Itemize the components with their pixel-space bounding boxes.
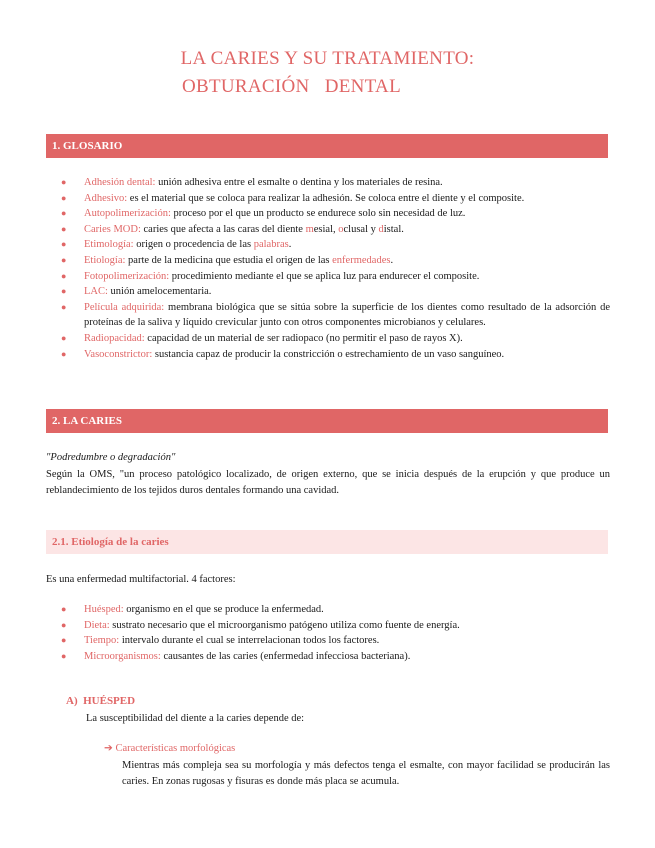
document-title-line1: LA CARIES Y SU TRATAMIENTO: bbox=[180, 48, 475, 69]
subsection-heading-etiologia: 2.1. Etiología de la caries bbox=[46, 530, 608, 554]
document-title-line2: OBTURACIÓN DENTAL bbox=[182, 76, 401, 97]
list-item: ● Autopolimerización: proceso por el que un producto se endurece solo sin necesidad de luz. bbox=[46, 206, 610, 222]
list-item: ● Radiopacidad: capacidad de un material de ser radiopaco (no permitir el paso de rayos X). bbox=[46, 331, 610, 347]
caries-quote: "Podredumbre o degradación" bbox=[46, 452, 176, 463]
list-item: ● Tiempo: intervalo durante el cual se interrelacionan todos los factores. bbox=[46, 633, 610, 649]
list-item: ● Película adquirida: membrana biológica que se sitúa sobre la superficie de los dientes como resultado de la adsorción de proteínas de la saliva y líquido crevicular junto con otros componentes microbianos y celulares. bbox=[61, 301, 610, 329]
list-item: ● Adhesivo: es el material que se coloca para realizar la adhesión. Se coloca entre el diente y el composite. bbox=[46, 191, 610, 207]
bullet-icon: ● bbox=[61, 192, 67, 203]
list-item: ● Fotopolimerización: procedimiento mediante el que se aplica luz para endurecer el composite. bbox=[46, 269, 610, 285]
list-item: ● Caries MOD: caries que afecta a las caras del diente mesial, oclusal y distal. bbox=[46, 222, 610, 238]
arrow-right-icon: ➔ bbox=[104, 743, 113, 754]
morfologia-text: Mientras más compleja sea su morfología y más defectos tenga el esmalte, con mayor facilidad se producirán las caries. En zonas rugosas y fisuras es donde más placa se acumula. bbox=[122, 760, 610, 787]
list-item: ● Huésped: organismo en el que se produce la enfermedad. bbox=[46, 602, 610, 618]
list-item: ● LAC: unión amelocementaria. bbox=[46, 284, 610, 300]
bullet-icon: ● bbox=[61, 650, 67, 661]
etiologia-intro: Es una enfermedad multifactorial. 4 factores: bbox=[46, 574, 236, 585]
section-heading-caries: 2. LA CARIES bbox=[46, 409, 608, 433]
list-item: ● Dieta: sustrato necesario que el microorganismo patógeno utiliza como fuente de energía. bbox=[46, 618, 610, 634]
bullet-icon: ● bbox=[61, 177, 67, 187]
bullet-icon: ● bbox=[61, 286, 67, 297]
factors-list bbox=[46, 602, 610, 664]
huesped-intro: La susceptibilidad del diente a la caries depende de: bbox=[86, 713, 305, 724]
bullet-icon: ● bbox=[61, 348, 67, 359]
bullet-icon: ● bbox=[61, 254, 67, 265]
bullet-icon: ● bbox=[61, 332, 67, 343]
list-item: ● Etiología: parte de la medicina que estudia el origen de las enfermedades. bbox=[46, 253, 610, 269]
bullet-icon: ● bbox=[61, 301, 67, 312]
bullet-icon: ● bbox=[61, 619, 67, 630]
list-item: ● Adhesión dental: unión adhesiva entre el esmalte o dentina y los materiales de resina. bbox=[46, 175, 610, 191]
heading-huesped: A) HUÉSPED bbox=[66, 695, 136, 707]
bullet-icon: ● bbox=[61, 223, 67, 234]
bullet-icon: ● bbox=[61, 270, 67, 281]
bullet-icon: ● bbox=[61, 635, 67, 646]
list-item: ● Etimología: origen o procedencia de las palabras. bbox=[46, 237, 610, 253]
caries-definition: Según la OMS, "un proceso patológico localizado, de origen externo, que se inicia después de la erupción y que produce un reblandecimiento de los tejidos duros dentales formando una cavidad. bbox=[46, 469, 610, 496]
glossary-list bbox=[46, 175, 610, 362]
bullet-icon: ● bbox=[61, 208, 67, 219]
section-heading-glosario: 1. GLOSARIO bbox=[46, 134, 608, 158]
sub-heading-morfologia: ➔ Características morfológicas bbox=[104, 743, 236, 754]
bullet-icon: ● bbox=[61, 239, 67, 250]
list-item: ● Microorganismos: causantes de las caries (enfermedad infecciosa bacteriana). bbox=[46, 649, 610, 665]
list-item: ● Vasoconstrictor: sustancia capaz de producir la constricción o estrechamiento de un vaso sanguíneo. bbox=[46, 347, 610, 363]
bullet-icon: ● bbox=[61, 604, 67, 614]
